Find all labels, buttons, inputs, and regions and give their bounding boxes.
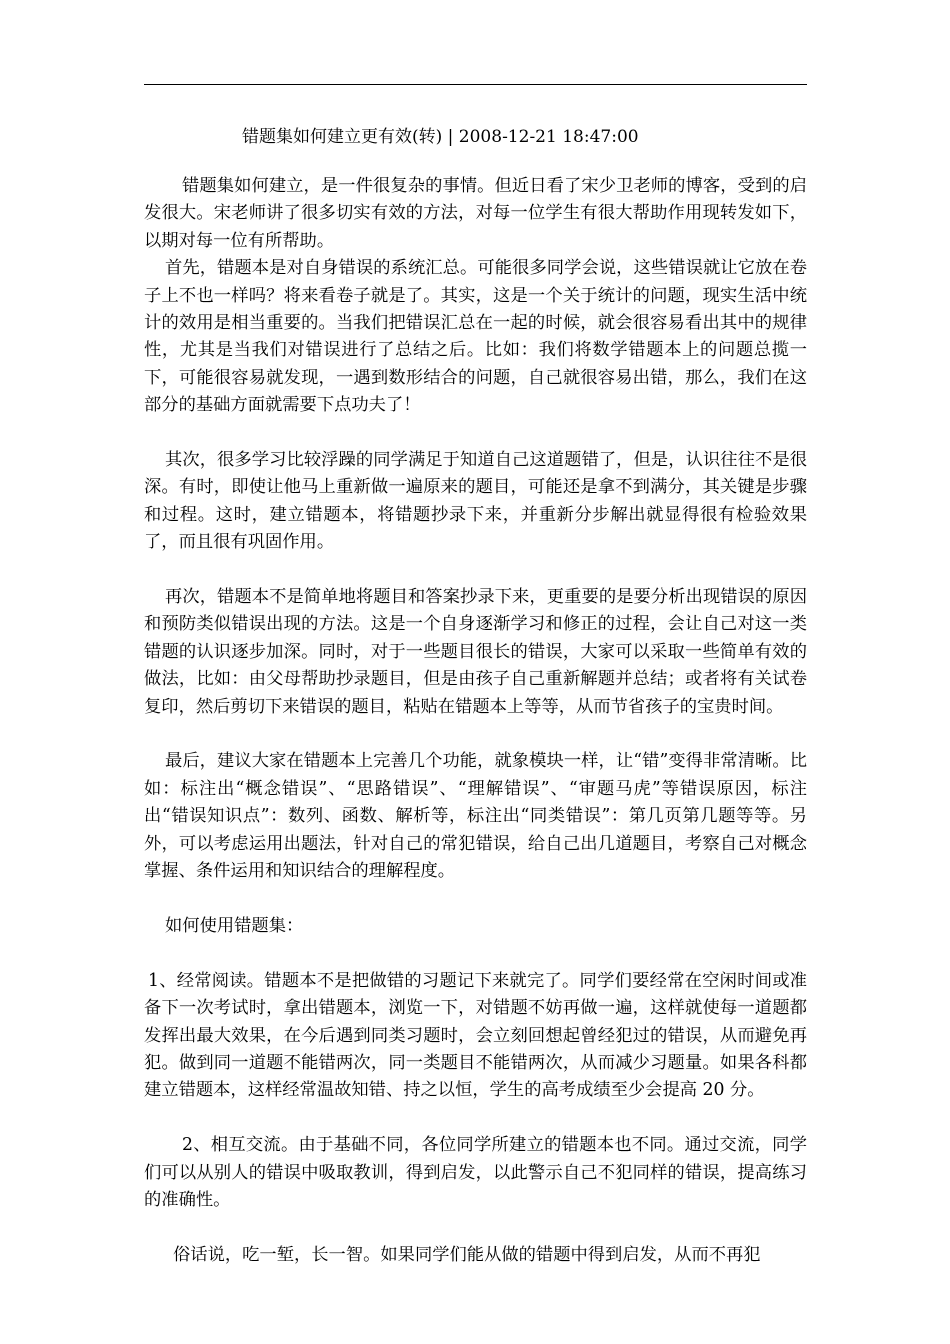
list-item-exchange: 2、相互交流。由于基础不同，各位同学所建立的错题本也不同。通过交流，同学们可以从别人的错误中吸取教训，得到启发，以此警示自己不犯同样的错误，提高练习的准确性。 [144,1135,807,1210]
section-heading: 如何使用错题集： [165,915,304,936]
paragraph-first: 首先，错题本是对自身错误的系统汇总。可能很多同学会说，这些错误就让它放在卷子上不也一样吗？将来看卷子就是了。其实，这是一个关于统计的问题，现实生活中统计的效用是相当重要的。当我们把错误汇总在一起的时候，就会很容易看出其中的规律性，尤其是当我们对错误进行了总结之后。比如：我们将数学错题本上的问题总揽一下，可能很容易就发现，一遇到数形结合的问题，自己就很容易出错，那么，我们在这部分的基础方面就需要下点功夫了！ [144,258,807,416]
paragraph-fourth: 最后，建议大家在错题本上完善几个功能，就象模块一样，让“错”变得非常清晰。比如：标注出“概念错误”、“思路错误”、“理解错误”、“审题马虎”等错误原因，标注出“错误知识点”：数列、函数、解析等，标注出“同类错误”：第几页第几题等等。另外，可以考虑运用出题法，针对自己的常犯错误，给自己出几道题目，考察自己对概念掌握、条件运用和知识结合的理解程度。 [144,751,807,882]
paragraph-gap [144,557,807,584]
header-rule [144,84,807,85]
paragraph-gap [144,940,807,967]
document-body [144,173,807,1269]
paragraph-third: 再次，错题本不是简单地将题目和答案抄录下来，更重要的是要分析出现错误的原因和预防类似错误出现的方法。这是一个自身逐渐学习和修正的过程，会让自己对这一类错题的认识逐步加深。同时，对于一些题目很长的错误，大家可以采取一些简单有效的做法，比如：由父母帮助抄录题目，但是由孩子自己重新解题并总结；或者将有关试卷复印，然后剪切下来错误的题目，粘贴在错题本上等等，从而节省孩子的宝贵时间。 [144,587,807,717]
paragraph-gap [144,886,807,913]
paragraph-gap [144,1105,807,1132]
paragraph-closing: 俗话说，吃一堑，长一智。如果同学们能从做的错题中得到启发，从而不再犯 [173,1244,761,1265]
paragraph-second: 其次，很多学习比较浮躁的同学满足于知道自己这道题错了，但是，认识往往不是很深。有时，即使让他马上重新做一遍原来的题目，可能还是拿不到满分，其关键是步骤和过程。这时，建立错题本，将错题抄录下来，并重新分步解出就显得很有检验效果了，而且很有巩固作用。 [144,450,807,553]
list-item-read: 1、经常阅读。错题本不是把做错的习题记下来就完了。同学们要经常在空闲时间或准备下一次考试时，拿出错题本，浏览一下，对错题不妨再做一遍，这样就使每一道题都发挥出最大效果，在今后遇到同类习题时，会立刻回想起曾经犯过的错误，从而避免再犯。做到同一道题不能错两次，同一类题目不能错两次，从而减少习题量。如果各科都建立错题本，这样经常温故知错、持之以恒，学生的高考成绩至少会提高 20 分。 [144,970,807,1101]
paragraph-gap [144,721,807,748]
paragraph-intro: 错题集如何建立，是一件很复杂的事情。但近日看了宋少卫老师的博客，受到的启发很大。宋老师讲了很多切实有效的方法，对每一位学生有很大帮助作用现转发如下，以期对每一位有所帮助。 [144,176,807,251]
paragraph-gap [144,1214,807,1241]
page-title: 错题集如何建立更有效(转) | 2008-12-21 18:47:00 [242,127,639,147]
paragraph-gap [144,420,807,447]
